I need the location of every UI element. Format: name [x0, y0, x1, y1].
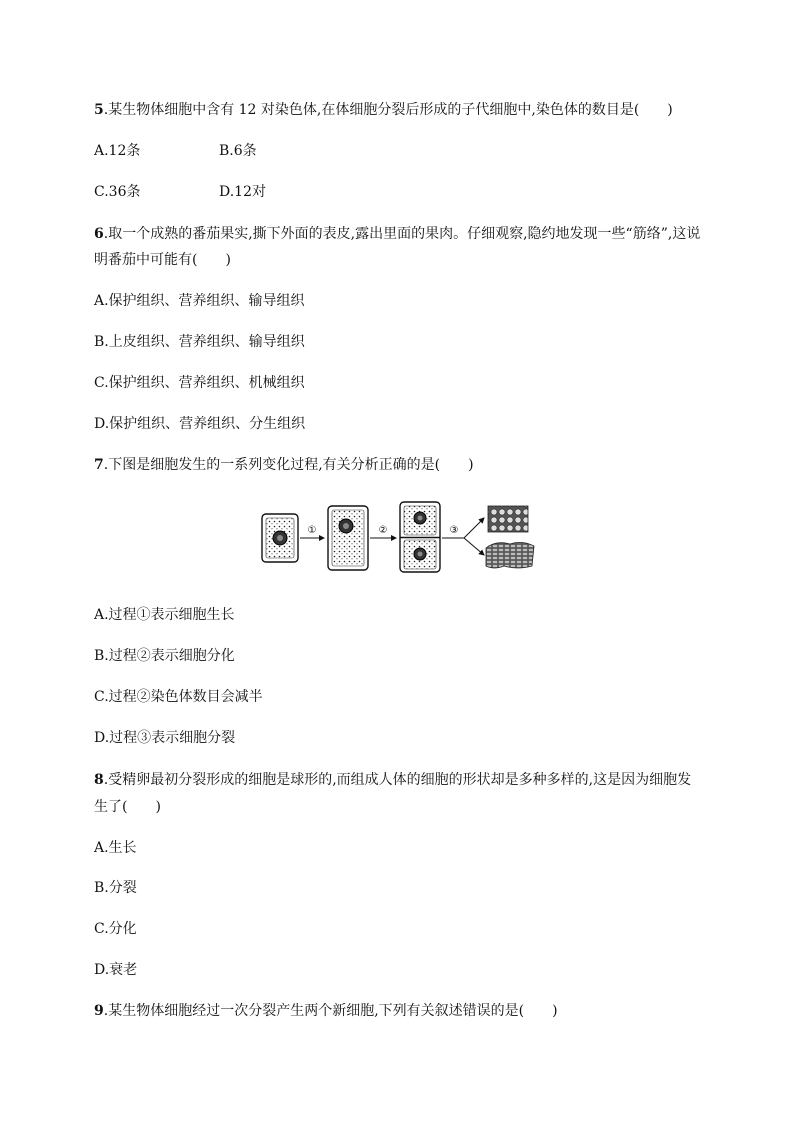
step-label-1: ① [307, 525, 317, 536]
question-9-stem [94, 1001, 558, 1021]
tissue-sample-1 [488, 506, 528, 532]
option-b: B.6条 [219, 143, 257, 159]
option-a: A.保护组织、营养组织、输导组织 [94, 293, 305, 309]
question-text: .某生物体细胞中含有 12 对染色体,在体细胞分裂后形成的子代细胞中,染色体的数目是( ) [103, 102, 673, 118]
option-a: A.12条 [94, 143, 141, 159]
question-6-stem [94, 224, 700, 244]
question-text: .受精卵最初分裂形成的细胞是球形的,而组成人体的细胞的形状却是多种多样的,这是因为细胞发 [103, 772, 692, 788]
question-number: 6 [94, 226, 104, 242]
question-text: .取一个成熟的番茄果实,撕下外面的表皮,露出里面的果肉。仔细观察,隐约地发现一些“筋络”,这说 [103, 226, 701, 242]
cell-small [262, 514, 298, 562]
question-6-stem-cont: 明番茄中可能有( ) [94, 252, 231, 268]
step-label-3: ③ [449, 525, 459, 536]
option-c: C.过程②染色体数目会减半 [94, 689, 263, 705]
question-8-stem-cont: 生了( ) [94, 799, 161, 815]
question-5-stem [94, 100, 673, 120]
question-8-stem [94, 770, 691, 790]
option-b: B.分裂 [94, 880, 137, 896]
tissue-sample-2 [486, 542, 534, 568]
option-b: B.过程②表示细胞分化 [94, 648, 235, 664]
option-c: C.分化 [94, 921, 137, 937]
option-a: A.生长 [94, 840, 137, 856]
option-a: A.过程①表示细胞生长 [94, 607, 235, 623]
cell-divided [400, 502, 440, 572]
question-text: .某生物体细胞经过一次分裂产生两个新细胞,下列有关叙述错误的是( ) [103, 1003, 558, 1019]
option-b: B.上皮组织、营养组织、输导组织 [94, 334, 305, 350]
question-text: .下图是细胞发生的一系列变化过程,有关分析正确的是( ) [103, 457, 474, 473]
question-number: 9 [94, 1003, 104, 1019]
question-number: 5 [94, 102, 104, 118]
cell-grown [328, 506, 368, 570]
option-d: D.保护组织、营养组织、分生组织 [94, 416, 306, 432]
step-label-2: ② [378, 525, 388, 536]
arrow-3a [464, 518, 484, 538]
option-d: D.过程③表示细胞分裂 [94, 730, 236, 746]
question-number: 8 [94, 772, 104, 788]
option-d: D.12对 [219, 184, 266, 200]
option-c: C.36条 [94, 184, 141, 200]
question-number: 7 [94, 457, 104, 473]
cell-process-figure [258, 500, 536, 575]
arrow-3b [464, 538, 484, 555]
option-c: C.保护组织、营养组织、机械组织 [94, 375, 305, 391]
option-d: D.衰老 [94, 962, 138, 978]
question-7-stem [94, 455, 474, 475]
